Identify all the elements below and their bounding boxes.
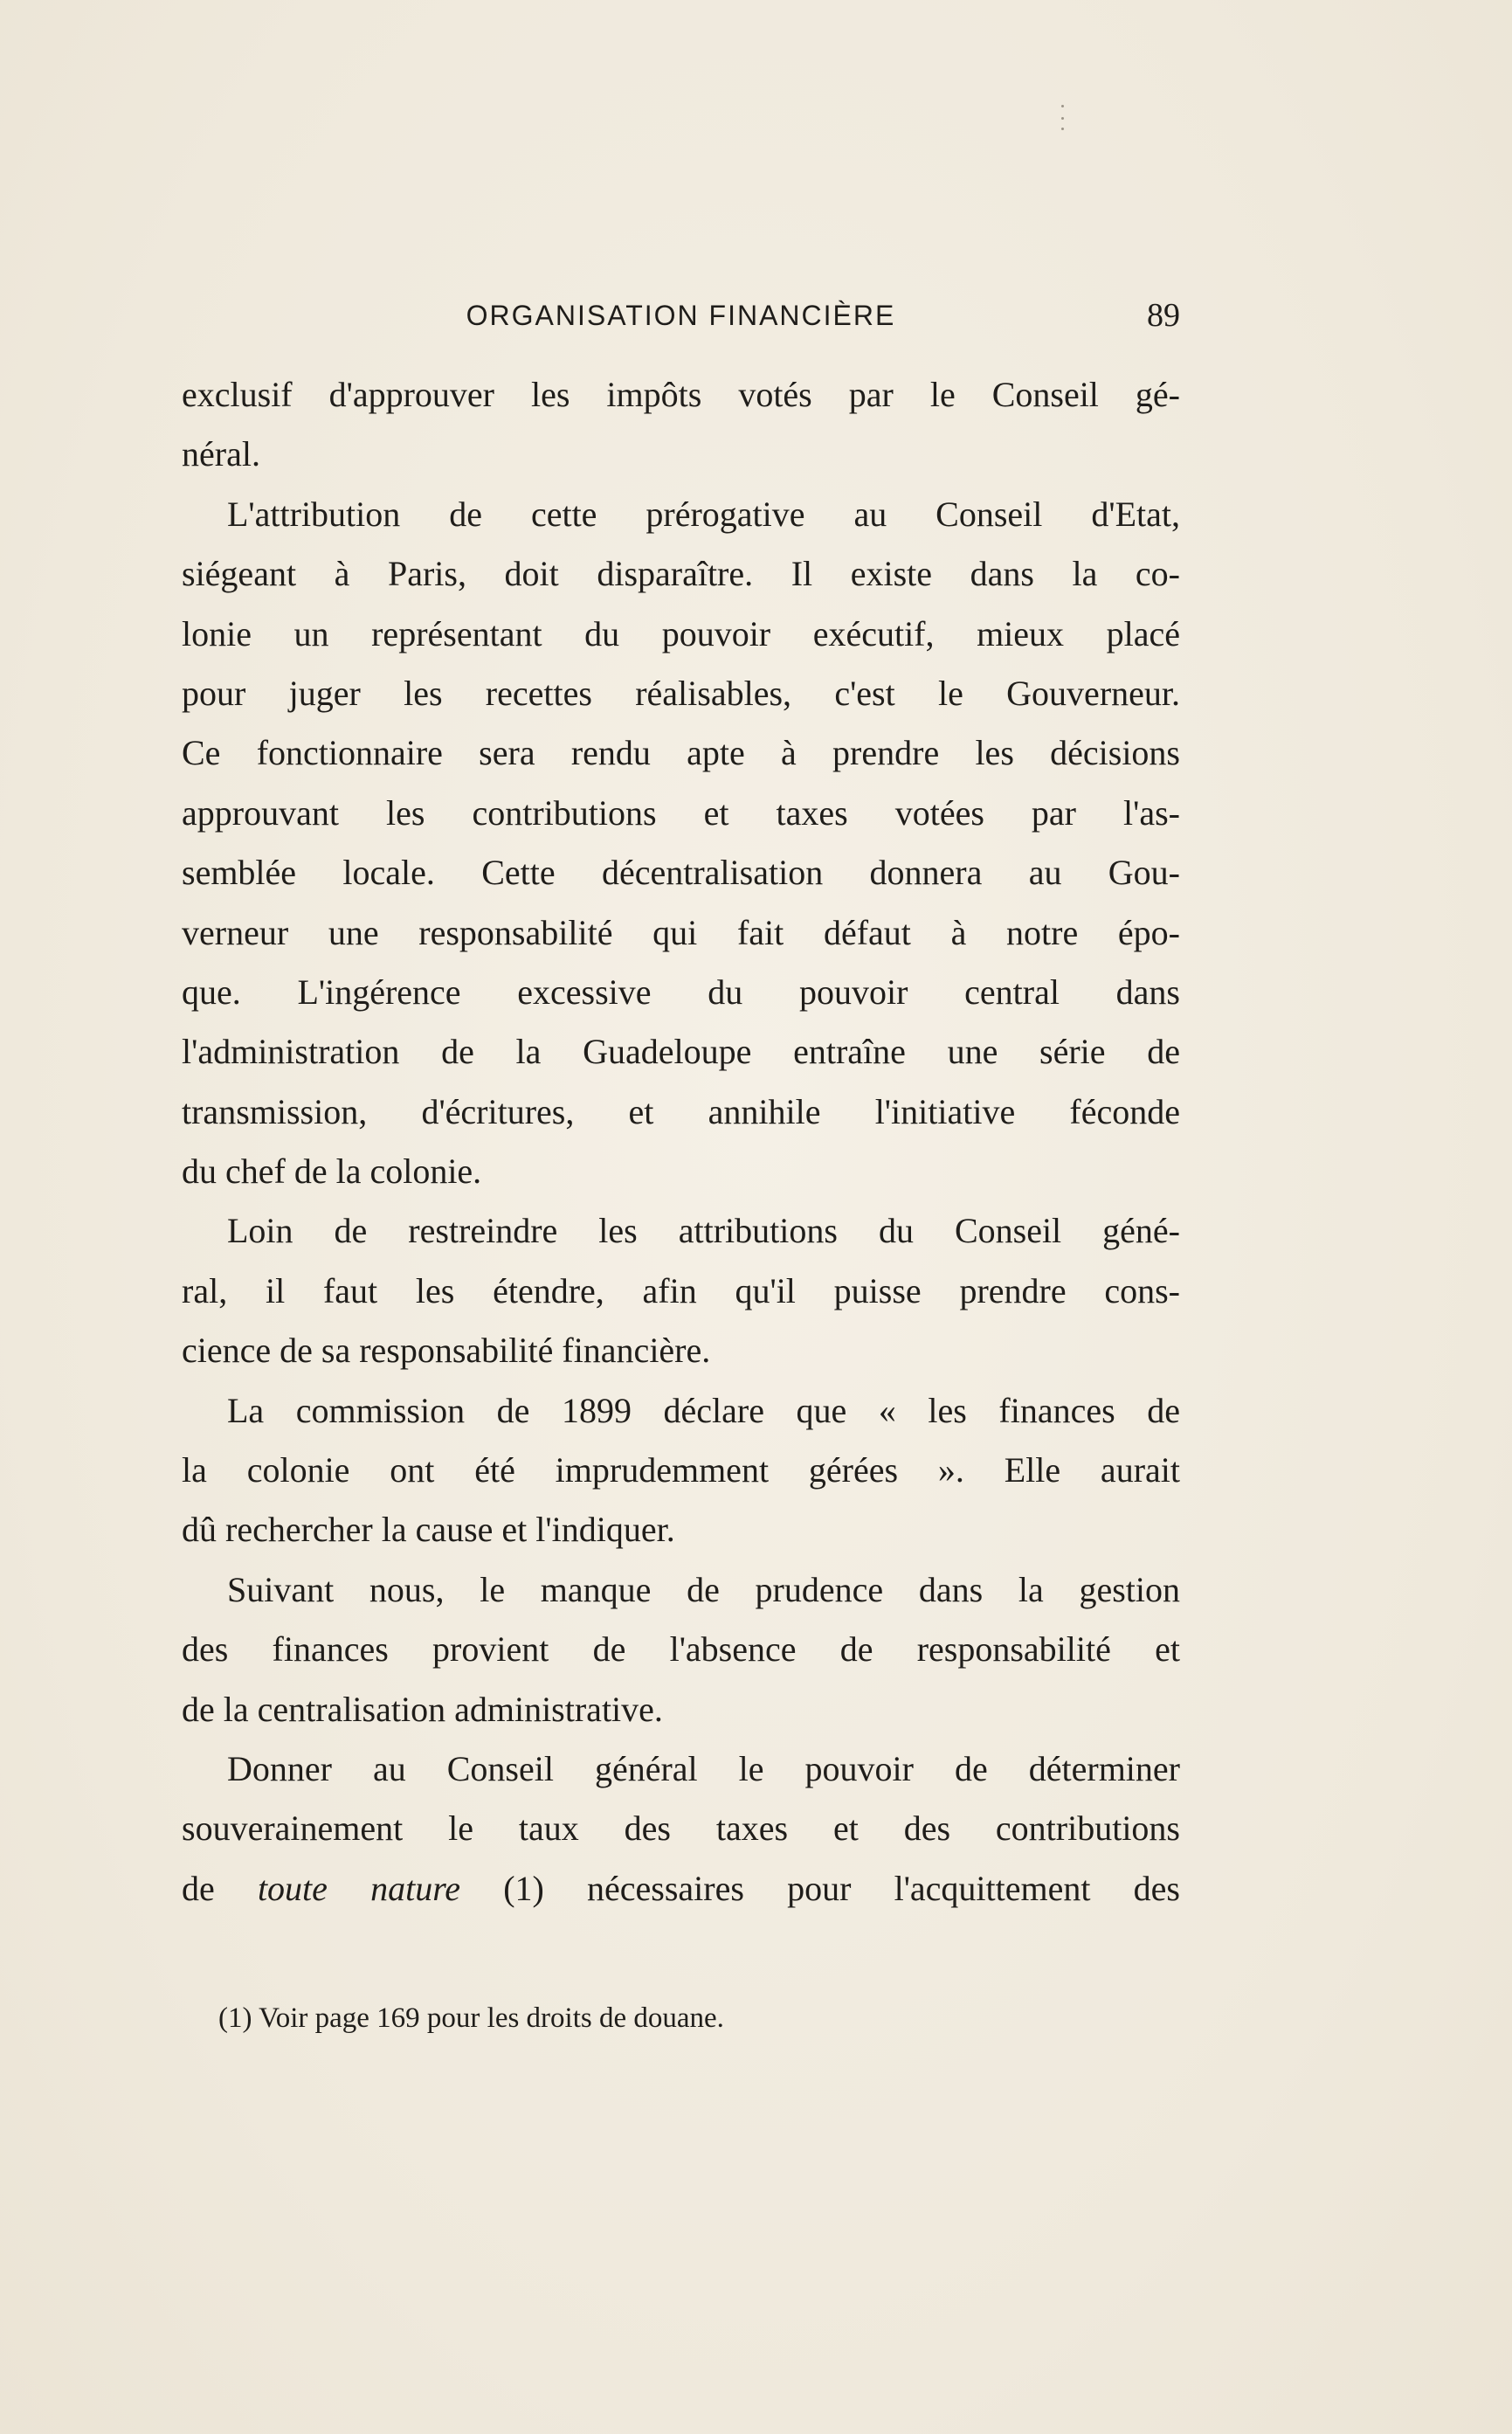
text-line: cience de sa responsabilité financière. [182,1331,711,1371]
text-line: la colonie ont été imprudemment gérées ». Elle aurait [182,1450,1180,1490]
text-line: que. L'ingérence excessive du pouvoir central dans [182,972,1180,1012]
italic-phrase: toute nature [257,1868,461,1908]
paper-specks [1060,105,1065,131]
text-line: pour juger les recettes réalisables, c'est le Gouverneur. [182,673,1180,713]
text-line: du chef de la colonie. [182,1151,482,1192]
text-line: néral. [182,434,260,474]
text-line: ral, il faut les étendre, afin qu'il puisse prendre cons- [182,1270,1180,1310]
text-line: exclusif d'approuver les impôts votés par le Conseil gé- [182,375,1180,414]
text-line: Donner au Conseil général le pouvoir de déterminer [227,1748,1180,1788]
text-line: Ce fonctionnaire sera rendu apte à prendre les décisions [182,733,1180,773]
text-line: semblée locale. Cette décentralisation donnera au Gou- [182,853,1180,893]
text-run: de [182,1868,258,1908]
text-line [182,1859,1180,1919]
footnote: (1) Voir page 169 pour les droits de douane. [218,2002,724,2034]
text-line: approuvant les contributions et taxes votées par l'as- [182,792,1180,833]
page-number: 89 [1147,297,1180,334]
body-text [182,365,1180,1919]
text-line: La commission de 1899 déclare que « les finances de [227,1390,1180,1430]
text-line: Suivant nous, le manque de prudence dans la gestion [227,1569,1180,1609]
text-line: verneur une responsabilité qui fait défaut à notre épo- [182,912,1180,952]
running-head [182,294,1180,337]
text-line: l'administration de la Guadeloupe entraîne une série de [182,1032,1180,1072]
text-line: lonie un représentant du pouvoir exécutif, mieux placé [182,613,1180,653]
text-line: L'attribution de cette prérogative au Conseil d'Etat, [227,494,1180,534]
text-line: des finances provient de l'absence de responsabilité et [182,1629,1180,1670]
text-line: Loin de restreindre les attributions du Conseil géné- [227,1211,1180,1251]
text-line: siégeant à Paris, doit disparaître. Il existe dans la co- [182,554,1180,594]
text-line: dû rechercher la cause et l'indiquer. [182,1510,675,1550]
running-title: ORGANISATION FINANCIÈRE [466,300,896,331]
text-line: transmission, d'écritures, et annihile l'initiative féconde [182,1091,1180,1131]
text-line: souverainement le taux des taxes et des contributions [182,1808,1180,1849]
text-run: (1) nécessaires pour l'acquittement des [460,1868,1180,1908]
text-line: de la centralisation administrative. [182,1689,663,1729]
